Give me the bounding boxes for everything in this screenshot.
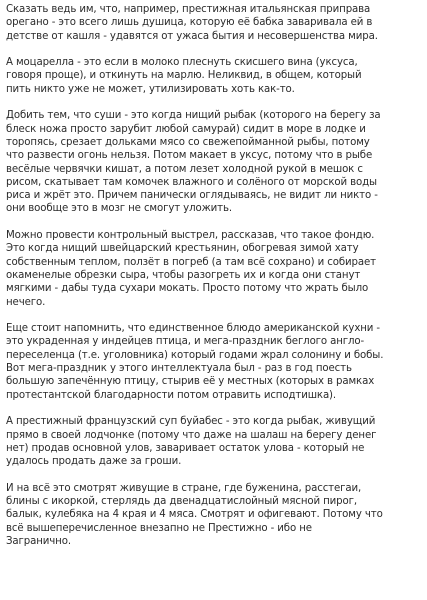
text-line: прямо в своей лодчонке (потому что даже на шалаш на берегу денег	[6, 429, 377, 441]
text-line: весёлые червячки кишат, а потом лезет холодной рукой в мешок с	[6, 163, 363, 175]
paragraph-bouillabaisse	[6, 415, 421, 468]
paragraph-conclusion	[6, 482, 421, 548]
paragraph-sushi	[6, 109, 421, 215]
text-line: нечего.	[6, 296, 46, 308]
text-line: Добить тем, что суши - это когда нищий рыбак (которого на берегу за	[6, 110, 381, 122]
text-line: орегано - это всего лишь душица, которую её бабка заваривала ей в	[6, 17, 373, 29]
text-line: балык, кулебяка на 4 края и 4 мяса. Смотрят и офигевают. Потому что	[6, 509, 383, 521]
paragraph-mozzarella	[6, 56, 421, 96]
paragraph-oregano	[6, 3, 421, 43]
text-line: Сказать ведь им, что, например, престижная итальянская приправа	[6, 4, 371, 15]
text-line: Еще стоит напомнить, что единственное блюдо американской кухни -	[6, 323, 380, 335]
text-line: удалось продать даже за гроши.	[6, 456, 182, 468]
text-line: собственным теплом, ползёт в погреб (а там всё сохрано) и собирает	[6, 256, 376, 268]
text-line: они вообще это в мозг не смогут уложить.	[6, 203, 232, 215]
text-line: это украденная у индейцев птица, и мега-праздник беглого англо-	[6, 336, 365, 348]
paragraph-american-cuisine	[6, 322, 421, 402]
text-line: риса и жрёт это. Причем панически оглядываясь, не видит ли никто -	[6, 190, 378, 202]
text-line: протестантской благодарности потом отравить исподтишка).	[6, 389, 337, 401]
text-line: И на всё это смотрят живущие в стране, где буженина, расстегаи,	[6, 482, 362, 494]
text-line: Вот мега-праздник у этого интеллектуала был - раз в год поесть	[6, 363, 352, 375]
text-line: Можно провести контрольный выстрел, рассказав, что такое фондю.	[6, 230, 375, 242]
text-line: большую запечённую птицу, стырив её у местных (которых в рамках	[6, 376, 375, 388]
text-line: пить никто уже не может, утилизировать хоть как-то.	[6, 83, 295, 95]
text-line: А престижный французский суп буйабес - это когда рыбак, живущий	[6, 416, 376, 428]
text-line: окаменелые обрезки сыра, чтобы разогреть их и когда они станут	[6, 269, 361, 281]
text-line: торопясь, срезает дольками мясо со свежепойманной рыбы, потому	[6, 136, 370, 148]
text-line: А моцарелла - это если в молоко плеснуть скисшего вина (уксуса,	[6, 57, 358, 69]
text-line: Загранично.	[6, 535, 71, 547]
text-line: всё вышеперечисленное внезапно не Престижно - ибо не	[6, 522, 312, 534]
text-line: что развести огонь нельзя. Потом макает в уксус, потому что в рыбе	[6, 150, 373, 162]
text-line: говоря проще), и откинуть на марлю. Неликвид, в общем, который	[6, 70, 362, 82]
text-line: переселенца (т.е. уголовника) который годами жрал солонину и бобы.	[6, 349, 384, 361]
text-line: блины с икоркой, стерлядь да двенадцатислойный мясной пирог,	[6, 495, 357, 507]
text-line: блеск ножа просто зарубит любой самурай) сидит в море в лодке и	[6, 123, 366, 135]
text-line: мягкими - дабы туда сухари мокать. Просто потому что жрать было	[6, 283, 369, 295]
text-line: рисом, скатывает там комочек влажного и солёного от морской воды	[6, 176, 377, 188]
paragraph-fondue	[6, 229, 421, 309]
text-line: детстве от кашля - удавятся от ужаса бытия и несовершенства мира.	[6, 30, 378, 42]
text-line: Это когда нищий швейцарский крестьянин, обогревая зимой хату	[6, 243, 359, 255]
text-line: нет) продав основной улов, заваривает остаток улова - который не	[6, 442, 365, 454]
